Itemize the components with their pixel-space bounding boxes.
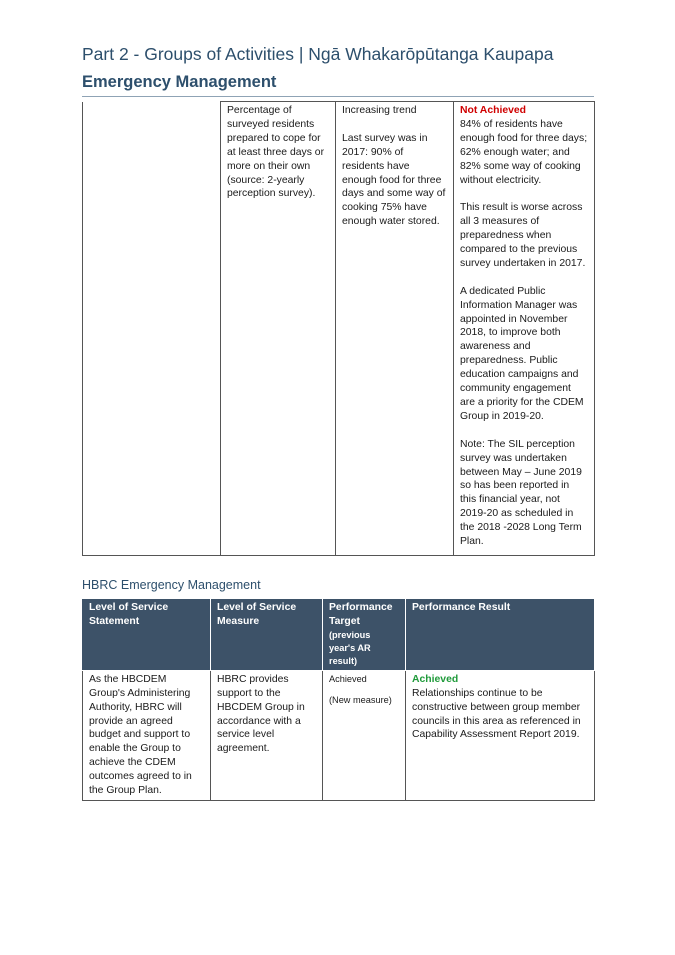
table-row: [83, 670, 595, 800]
hbrc-table: [82, 598, 595, 801]
target-trend: Increasing trend: [342, 105, 417, 116]
header-result: Performance Result: [406, 599, 595, 671]
result-cell: [406, 670, 595, 800]
result-paragraph: Note: The SIL perception survey was undertaken between May – June 2019 so has been reported in this financial year, not 2019-20 as scheduled in the 2018 -2028 Long Term Plan.: [460, 438, 582, 548]
table-title: HBRC Emergency Management: [82, 578, 261, 592]
result-cell: [454, 102, 595, 556]
statement-cell: As the HBCDEM Group's Administering Authority, HBRC will provide an agreed budget and support to enable the Group to achieve the CDEM outcomes agreed to in the Group Plan.: [83, 670, 211, 800]
header-measure: Level of Service Measure: [211, 599, 323, 671]
status-badge: Achieved: [412, 673, 459, 685]
result-text: Relationships continue to be constructive between group member councils in this area as referenced in Capability Assessment Report 2019.: [412, 687, 581, 741]
previous-value: (New measure): [329, 694, 392, 705]
status-badge: Not Achieved: [460, 105, 527, 116]
measure-cell: HBRC provides support to the HBCDEM Group in accordance with a service level agreement.: [211, 670, 323, 800]
measure-cell: Percentage of surveyed residents prepared to cope for at least three days or more on their own (source: 2-yearly perception survey).: [221, 102, 336, 556]
table-row: [83, 102, 595, 556]
header-target-note: (previous year's AR result): [329, 629, 371, 666]
target-cell: [323, 670, 406, 800]
result-paragraph: A dedicated Public Information Manager was appointed in November 2018, to improve both awareness and preparedness. Public education campaigns and community engagement are a priority for the CDEM Group in 2019-20.: [460, 285, 584, 422]
target-cell: [336, 102, 454, 556]
section-title: Emergency Management: [82, 73, 277, 91]
header-target-label: Performance Target: [329, 602, 393, 627]
result-paragraph: This result is worse across all 3 measures of preparedness when compared to the previous survey undertaken in 2017.: [460, 202, 586, 269]
header-statement: Level of Service Statement: [83, 599, 211, 671]
result-paragraph: 84% of residents have enough food for three days; 62% enough water; and 82% some way of cooking without electricity.: [460, 118, 588, 186]
target-previous: Last survey was in 2017: 90% of residents have enough food for three days and some way of cooking 75% have enough water stored.: [342, 132, 446, 228]
target-value: Achieved: [329, 673, 367, 684]
header-row: [83, 599, 595, 671]
header-target: [323, 599, 406, 671]
section-divider: [82, 96, 594, 97]
part-title: Part 2 - Groups of Activities | Ngā Whakarōpūtanga Kaupapa: [82, 44, 554, 64]
empty-cell: [83, 102, 221, 556]
preparedness-table: [82, 101, 595, 556]
